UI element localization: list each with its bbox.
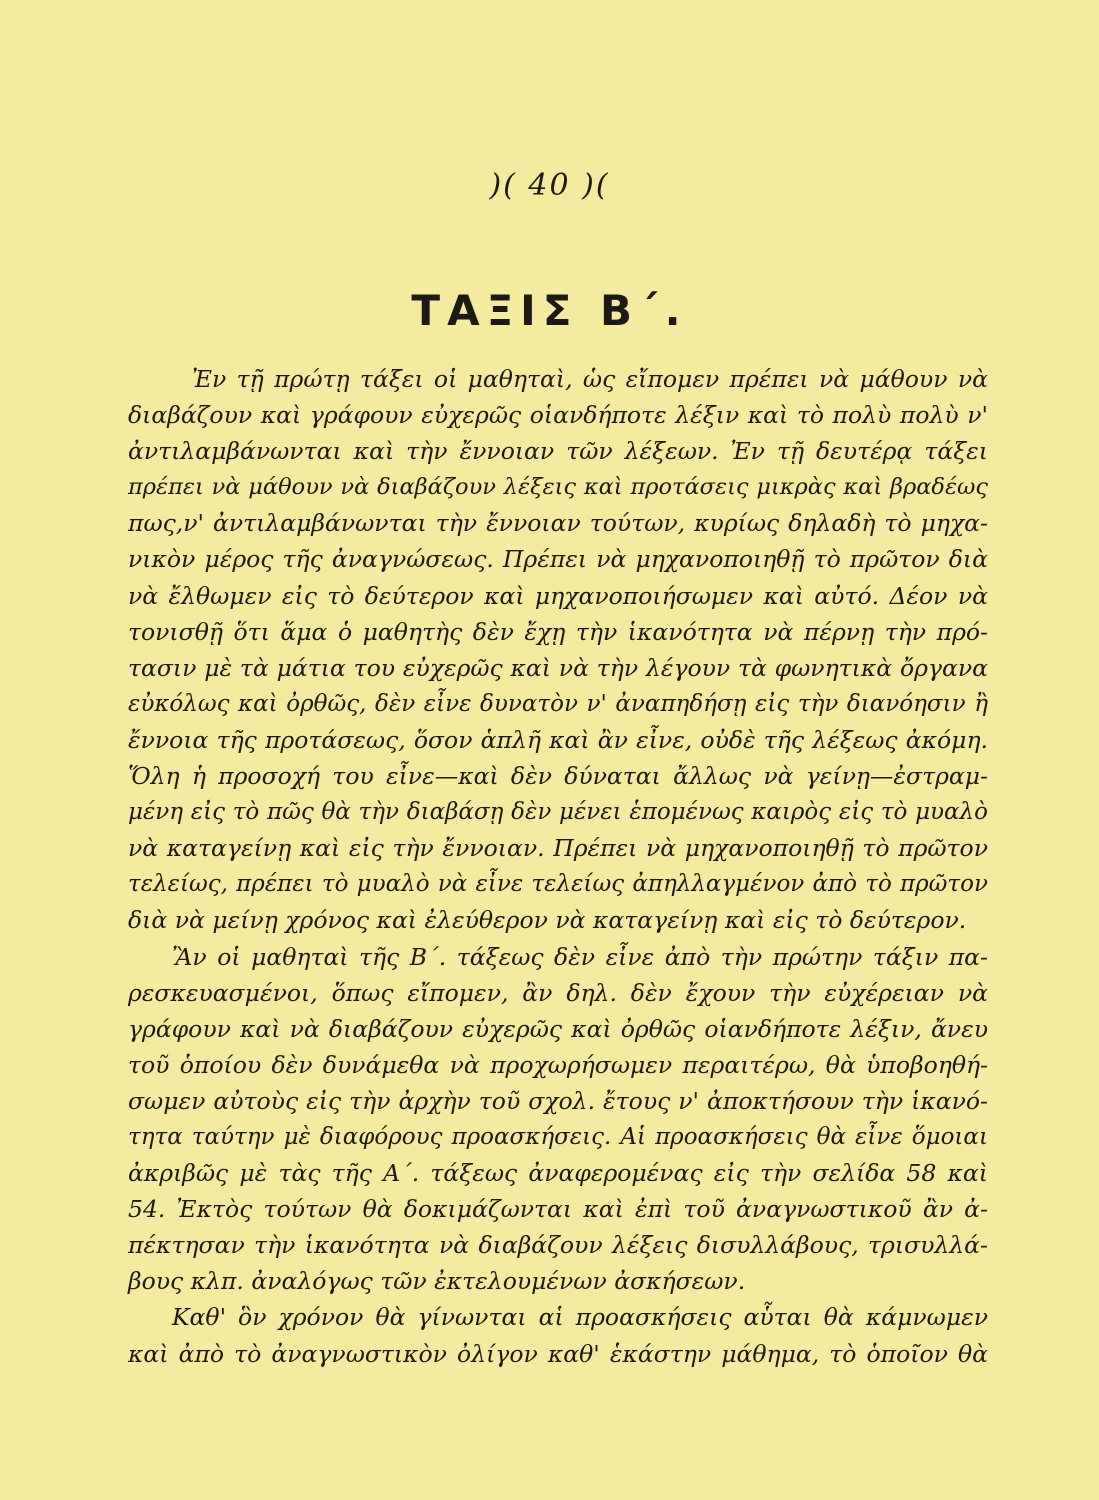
text-line: ἀντιλαμβάνωνται καὶ τὴν ἔννοιαν τῶν λέξεων. Ἐν τῇ δευτέρᾳ τάξει <box>128 437 988 466</box>
page-number: )( 40 )( <box>489 168 610 203</box>
text-line: ἀκριβῶς μὲ τὰς τῆς Α΄. τάξεως ἀναφερομένας εἰς τὴν σελίδα 58 καὶ <box>128 1159 988 1188</box>
text-line: πέκτησαν τὴν ἱκανότητα νὰ διαβάζουν λέξεις δισυλλάβους, τρισυλλά- <box>128 1231 988 1260</box>
text-line: νὰ καταγείνῃ καὶ εἰς τὴν ἔννοιαν. Πρέπει νὰ μηχανοποιηθῇ τὸ πρῶτον <box>128 834 988 863</box>
section-title: ΤΑΞΙΣ Β΄. <box>411 286 688 335</box>
text-line: 54. Ἐκτὸς τούτων θὰ δοκιμάζωνται καὶ ἐπὶ τοῦ ἀναγνωστικοῦ ἂν ἀ- <box>128 1195 988 1224</box>
text-line: τητα ταύτην μὲ διαφόρους προασκήσεις. Αἱ προασκήσεις θὰ εἶνε ὅμοιαι <box>128 1123 988 1150</box>
text-line: πρέπει νὰ μάθουν νὰ διαβάζουν λέξεις καὶ προτάσεις μικρὰς καὶ βραδέως <box>128 474 988 501</box>
text-line: τελείως, πρέπει τὸ μυαλὸ νὰ εἶνε τελείως ἀπηλλαγμένον ἀπὸ τὸ πρῶτον <box>128 871 988 898</box>
text-line: διαβάζουν καὶ γράφουν εὐχερῶς οἱανδήποτε λέξιν καὶ τὸ πολὺ πολὺ ν' <box>128 401 988 430</box>
text-line: Καθ' ὃν χρόνον θὰ γίνωνται αἱ προασκήσεις αὗται θὰ κάμνωμεν <box>172 1303 988 1332</box>
text-line: Ἐν τῇ πρώτῃ τάξει οἱ μαθηταὶ, ὡς εἴπομεν πρέπει νὰ μάθουν νὰ <box>192 365 988 393</box>
text-line: μένη εἰς τὸ πῶς θὰ τὴν διαβάσῃ δὲν μένει ἑπομένως καιρὸς εἰς τὸ μυαλὸ <box>128 799 988 826</box>
text-line: τασιν μὲ τὰ μάτια του εὐχερῶς καὶ νὰ τὴν λέγουν τὰ φωνητικὰ ὄργανα <box>128 653 988 682</box>
text-line: Ἂν οἱ μαθηταὶ τῆς Β΄. τάξεως δὲν εἶνε ἀπὸ τὴν πρώτην τάξιν πα- <box>172 942 988 971</box>
text-line: σωμεν αὐτοὺς εἰς τὴν ἀρχὴν τοῦ σχολ. ἔτους ν' ἀποκτήσουν τὴν ἱκανό- <box>128 1086 988 1115</box>
text-line: τοῦ ὁποίου δὲν δυνάμεθα νὰ προχωρήσωμεν περαιτέρω, θὰ ὑποβοηθή- <box>128 1050 988 1079</box>
text-line: βους κλπ. ἀναλόγως τῶν ἐκτελουμένων ἀσκήσεων. <box>128 1267 746 1296</box>
text-line: εὐκόλως καὶ ὀρθῶς, δὲν εἶνε δυνατὸν ν' ἀναπηδήσῃ εἰς τὴν διανόησιν ἢ <box>128 690 988 717</box>
text-line: τονισθῇ ὅτι ἅμα ὁ μαθητὴς δὲν ἔχῃ τὴν ἱκανότητα νὰ πέρνῃ τὴν πρό- <box>128 617 988 646</box>
text-line: ἔννοια τῆς προτάσεως, ὅσον ἁπλῆ καὶ ἂν εἶνε, οὐδὲ τῆς λέξεως ἀκόμη. <box>128 725 988 754</box>
text-line: Ὅλη ἡ προσοχή του εἶνε—καὶ δὲν δύναται ἄλλως νὰ γείνῃ—ἐστραμ- <box>128 762 988 791</box>
text-line: πως,ν' ἀντιλαμβάνωνται τὴν ἔννοιαν τούτων, κυρίως δηλαδὴ τὸ μηχα- <box>128 509 988 538</box>
text-line: καὶ ἀπὸ τὸ ἀναγνωστικὸν ὀλίγον καθ' ἑκάστην μάθημα, τὸ ὁποῖον θὰ <box>128 1339 988 1368</box>
text-line: νὰ ἔλθωμεν εἰς τὸ δεύτερον καὶ μηχανοποιήσωμεν καὶ αὐτό. Δέον νὰ <box>128 581 988 610</box>
text-line: γράφουν καὶ νὰ διαβάζουν εὐχερῶς καὶ ὀρθῶς οἱανδήποτε λέξιν, ἄνευ <box>128 1014 988 1043</box>
text-line: νικὸν μέρος τῆς ἀναγνώσεως. Πρέπει νὰ μηχανοποιηθῇ τὸ πρῶτον διὰ <box>128 545 988 574</box>
body-text <box>128 361 988 1372</box>
text-line: διὰ νὰ μείνῃ χρόνος καὶ ἐλεύθερον νὰ καταγείνῃ καὶ εἰς τὸ δεύτερον. <box>128 906 967 935</box>
text-line: ρεσκευασμένοι, ὅπως εἴπομεν, ἂν δηλ. δὲν ἔχουν τὴν εὐχέρειαν νὰ <box>128 978 988 1007</box>
